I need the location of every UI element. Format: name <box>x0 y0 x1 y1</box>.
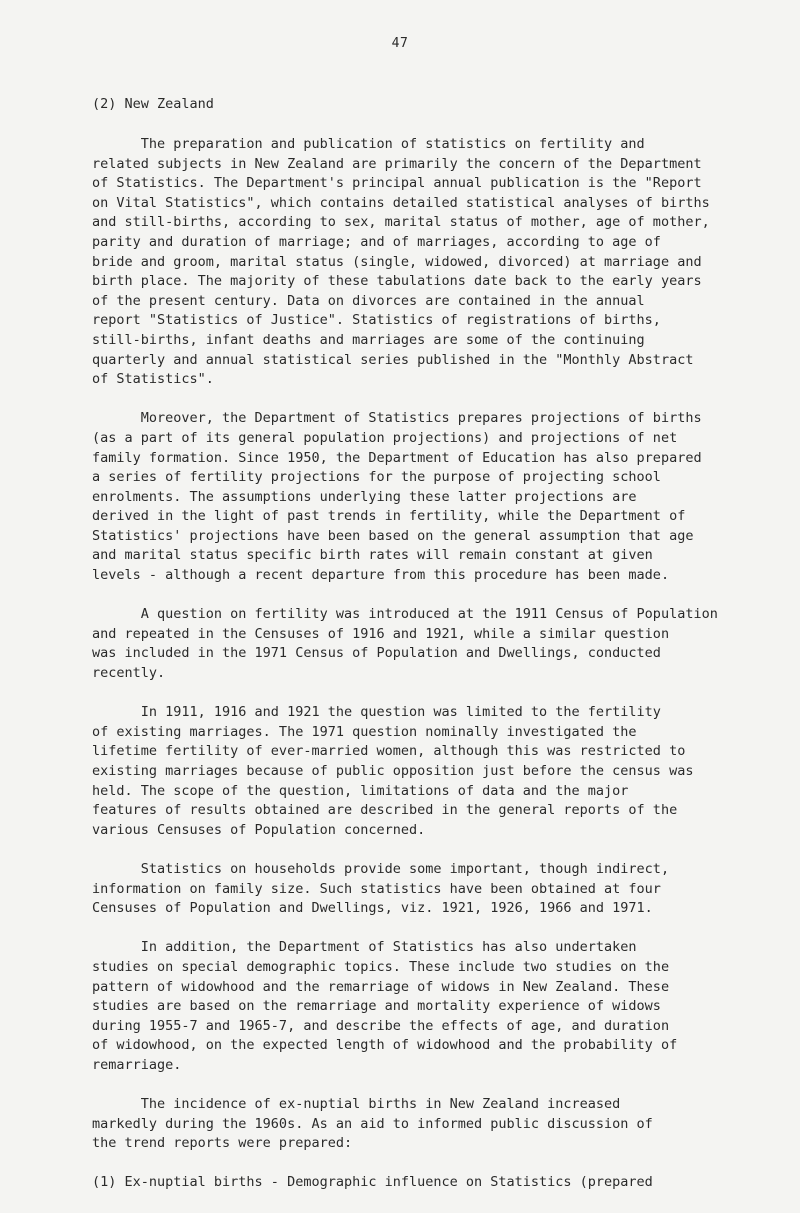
text-line: during 1955-7 and 1965-7, and describe the effects of age, and duration <box>92 1017 670 1034</box>
page-number: 47 <box>391 36 409 51</box>
text-line: held. The scope of the question, limitations of data and the major <box>92 782 629 799</box>
text-line: studies are based on the remarriage and mortality experience of widows <box>92 998 661 1015</box>
text-line: on Vital Statistics", which contains detailed statistical analyses of births <box>92 194 710 211</box>
text-line: features of results obtained are described in the general reports of the <box>92 802 678 819</box>
text-line: In 1911, 1916 and 1921 the question was limited to the fertility <box>92 704 661 721</box>
text-line: family formation. Since 1950, the Department of Education has also prepared <box>92 449 702 466</box>
text-line: information on family size. Such statistics have been obtained at four <box>92 880 661 897</box>
text-line: The incidence of ex-nuptial births in New Zealand increased <box>92 1096 621 1113</box>
text-line: report "Statistics of Justice". Statistics of registrations of births, <box>92 312 661 329</box>
text-line: related subjects in New Zealand are primarily the concern of the Department <box>92 155 702 172</box>
paragraph <box>92 938 792 1075</box>
text-line: recently. <box>92 665 166 682</box>
paragraph <box>92 605 792 683</box>
text-line: In addition, the Department of Statistics has also undertaken <box>92 939 637 956</box>
text-line: of Statistics. The Department's principal annual publication is the "Report <box>92 175 702 192</box>
paragraph <box>92 1173 792 1193</box>
paragraph <box>92 1095 792 1154</box>
text-line: derived in the light of past trends in fertility, while the Department of <box>92 508 686 525</box>
text-line: A question on fertility was introduced at the 1911 Census of Population <box>92 606 718 623</box>
text-line: birth place. The majority of these tabulations date back to the early years <box>92 273 702 290</box>
text-line: Statistics on households provide some important, though indirect, <box>92 860 670 877</box>
text-line: studies on special demographic topics. These include two studies on the <box>92 958 670 975</box>
text-line: bride and groom, marital status (single, widowed, divorced) at marriage and <box>92 253 702 270</box>
paragraph <box>92 135 792 390</box>
text-line: existing marriages because of public opposition just before the census was <box>92 763 694 779</box>
text-line: various Censuses of Population concerned. <box>92 821 426 838</box>
text-line: lifetime fertility of ever-married women, although this was restricted to <box>92 743 686 760</box>
text-line: Statistics' projections have been based on the general assumption that age <box>92 527 694 544</box>
section-heading: (2) New Zealand <box>92 96 214 112</box>
text-line: (1) Ex-nuptial births - Demographic influence on Statistics (prepared <box>92 1174 653 1191</box>
text-line: was included in the 1971 Census of Population and Dwellings, conducted <box>92 645 661 662</box>
text-line: still-births, infant deaths and marriages are some of the continuing <box>92 331 645 348</box>
paragraph <box>92 860 792 919</box>
text-line: a series of fertility projections for the purpose of projecting school <box>92 469 661 486</box>
text-line: The preparation and publication of statistics on fertility and <box>92 136 645 152</box>
text-line: parity and duration of marriage; and of marriages, according to age of <box>92 233 661 250</box>
text-line: markedly during the 1960s. As an aid to informed public discussion of <box>92 1115 653 1132</box>
text-line: levels - although a recent departure from this procedure has been made. <box>92 567 670 584</box>
text-line: of widowhood, on the expected length of widowhood and the probability of <box>92 1037 678 1054</box>
text-line: pattern of widowhood and the remarriage of widows in New Zealand. These <box>92 978 670 995</box>
text-line: and still-births, according to sex, marital status of mother, age of mother, <box>92 214 710 231</box>
text-line: and marital status specific birth rates will remain constant at given <box>92 547 653 564</box>
paragraph <box>92 409 792 585</box>
body-text <box>92 135 792 1213</box>
text-line: quarterly and annual statistical series published in the "Monthly Abstract <box>92 351 694 368</box>
text-line: the trend reports were prepared: <box>92 1135 353 1152</box>
text-line: of existing marriages. The 1971 question nominally investigated the <box>92 723 637 740</box>
text-line: and repeated in the Censuses of 1916 and 1921, while a similar question <box>92 625 670 642</box>
paragraph <box>92 703 792 840</box>
text-line: enrolments. The assumptions underlying these latter projections are <box>92 488 637 505</box>
text-line: of the present century. Data on divorces are contained in the annual <box>92 292 645 309</box>
text-line: remarriage. <box>92 1056 182 1073</box>
text-line: of Statistics". <box>92 371 214 388</box>
text-line: Censuses of Population and Dwellings, viz. 1921, 1926, 1966 and 1971. <box>92 900 653 917</box>
text-line: Moreover, the Department of Statistics prepares projections of births <box>92 410 702 427</box>
text-line: (as a part of its general population projections) and projections of net <box>92 429 678 446</box>
